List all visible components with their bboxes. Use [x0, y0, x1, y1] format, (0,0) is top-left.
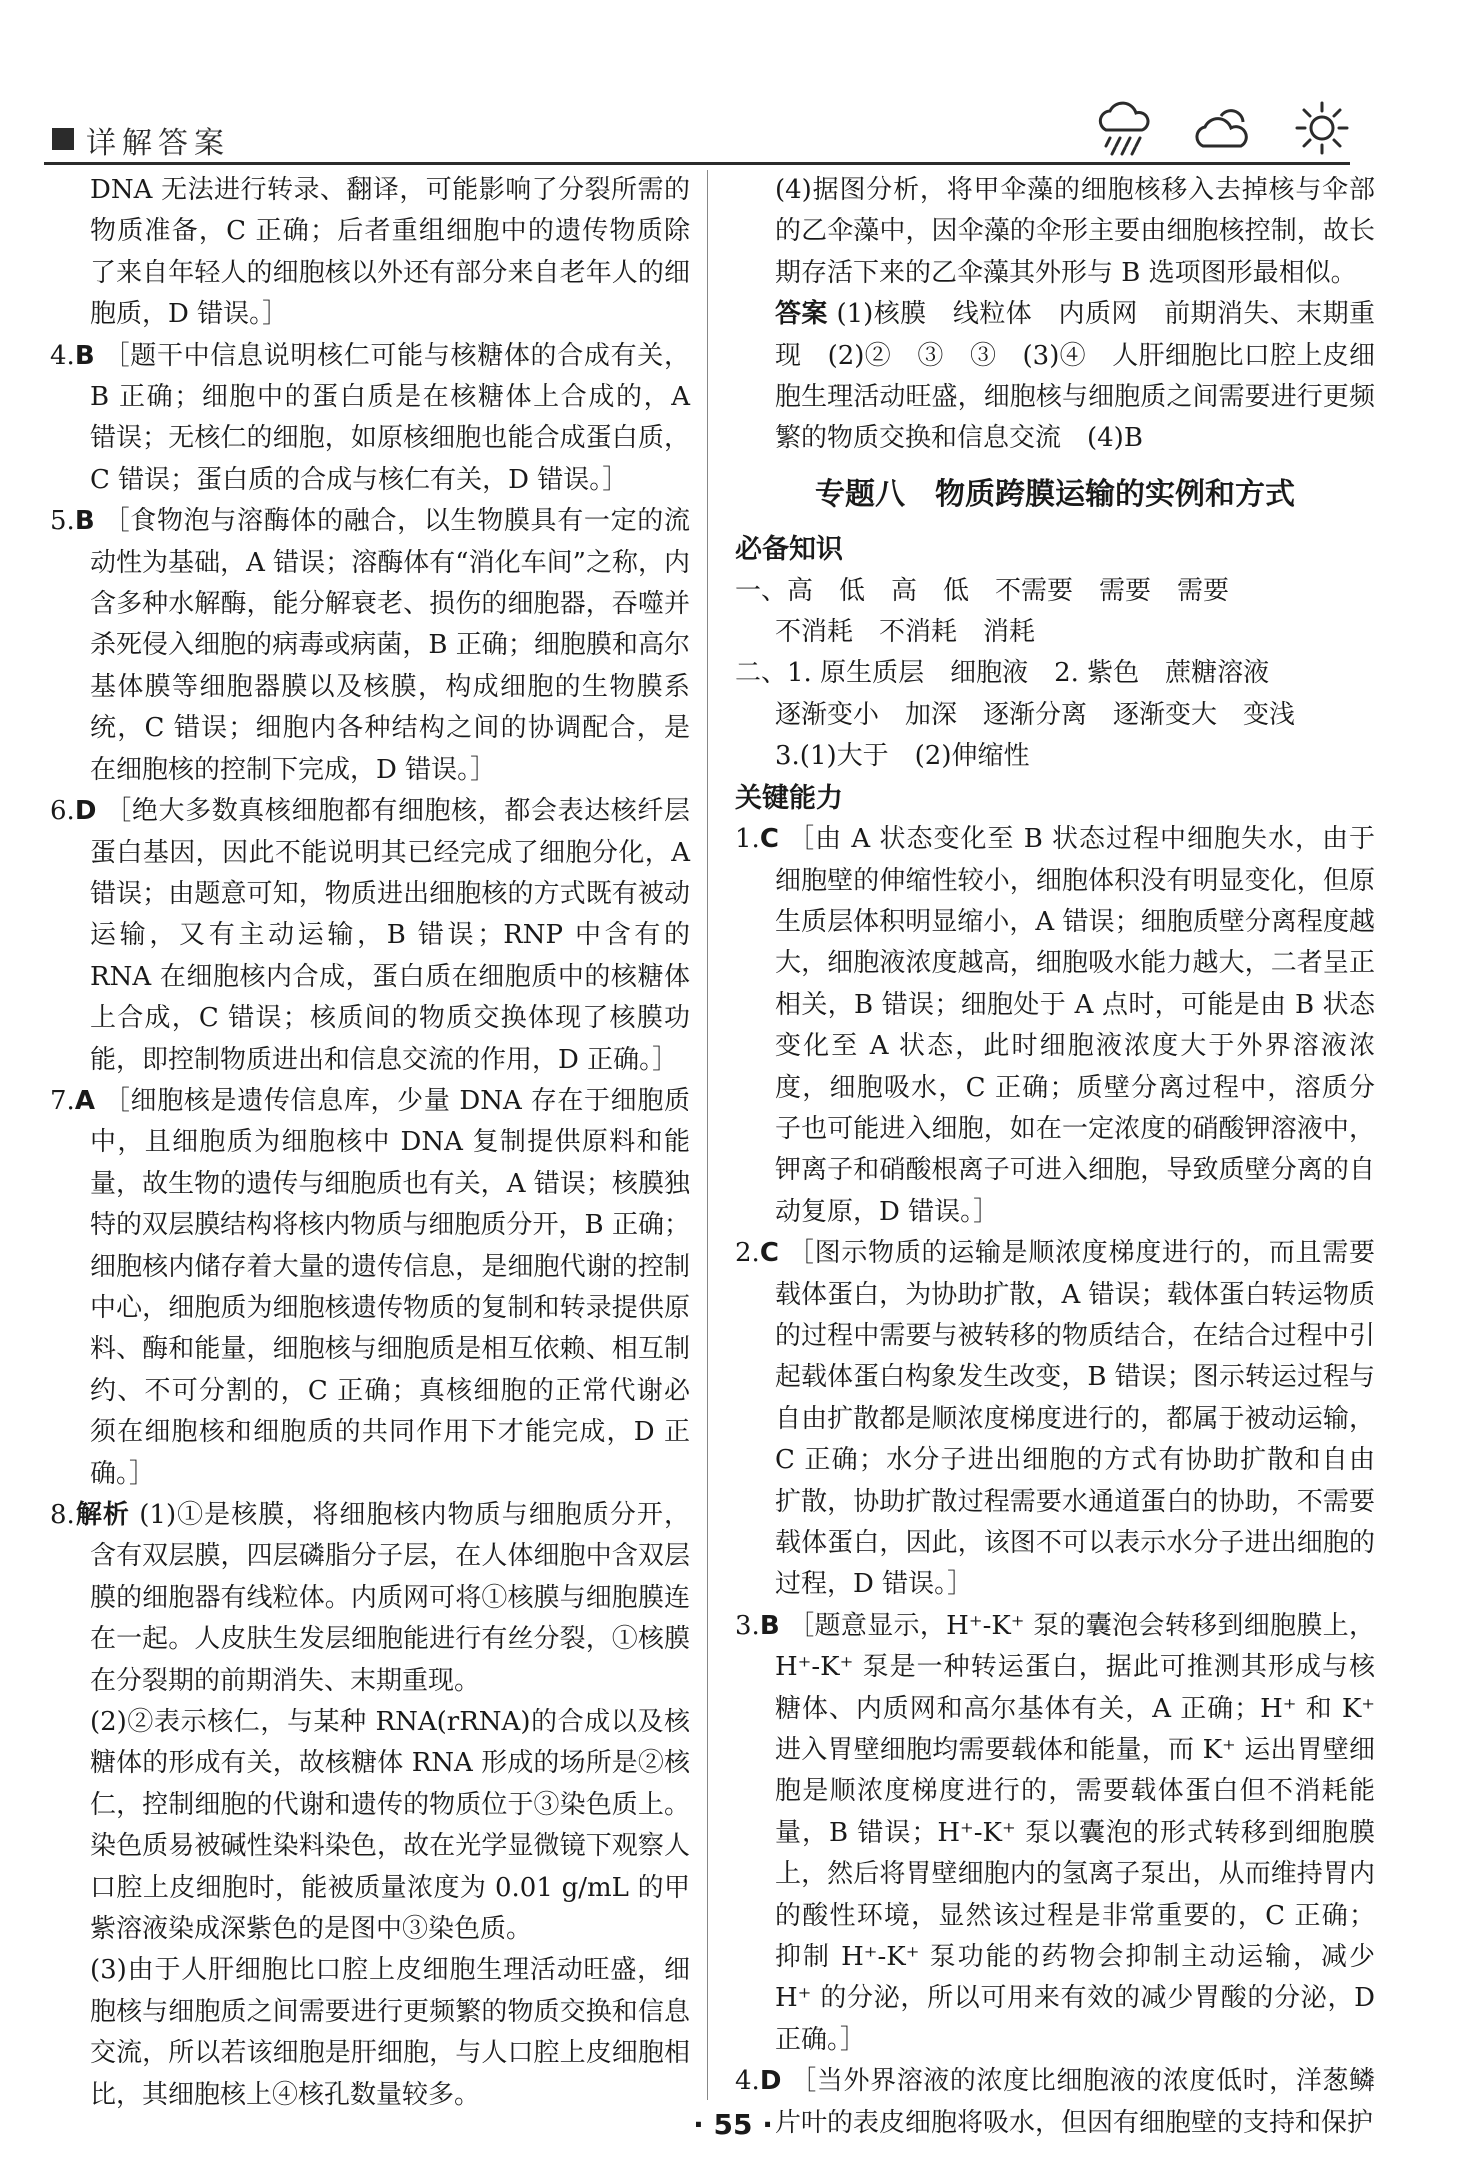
item-answer: C	[759, 824, 779, 855]
item-explanation: ［图示物质的运输是顺浓度梯度进行的，而且需要载体蛋白，为协助扩散，A 错误；载体蛋白转运物质的过程中需要与被转移的物质结合，在结合过程中引起载体蛋白构象发生改变，B 错误；图示转运过程与自由扩散都是顺浓度梯度进行的，都属于被动运输，C 正确；水分子进出细胞的方式有协助扩散和自由扩散，协助扩散过程需要水通道蛋白的协助，不需要载体蛋白，因此，该图不可以表示水分子进出细胞的过程，D 错误。］	[775, 1238, 1375, 1600]
item-number: 5.	[50, 506, 75, 537]
header-rule	[44, 162, 1350, 165]
answer-item-7	[50, 1081, 690, 1495]
answer-item-6	[50, 791, 690, 1081]
key-ability-item-3	[735, 1606, 1375, 2061]
item-explanation: ［由 A 状态变化至 B 状态过程中细胞失水，由于细胞壁的伸缩性较小，细胞体积没有明显变化，但原生质层体积明显缩小，A 错误；细胞质壁分离程度越大，细胞液浓度越高，细胞吸水能力越大，二者呈正相关，B 错误；细胞处于 A 点时，可能是由 B 状态变化至 A 状态，此时细胞液浓度大于外界溶液浓度，细胞吸水，C 正确；质壁分离过程中，溶质分子也可能进入细胞，如在一定浓度的硝酸钾溶液中，钾离子和硝酸根离子可进入细胞，导致质壁分离的自动复原，D 错误。］	[775, 824, 1375, 1227]
must-know-line: 一、高 低 高 低 不需要 需要 需要	[735, 575, 1230, 606]
answer-item-8	[50, 1495, 690, 1702]
item-answer-label: 解析	[74, 1500, 130, 1530]
key-ability-item-2	[735, 1233, 1375, 1606]
item-explanation: ［当外界溶液的浓度比细胞液的浓度低时，洋葱鳞片叶的表皮细胞将吸水，但因有细胞壁的支持和保护	[775, 2066, 1375, 2138]
item-answer: B	[74, 340, 95, 371]
must-know-heading: 必备知识	[735, 534, 843, 566]
weather-icons	[1062, 100, 1350, 160]
item-answer: C	[759, 1238, 779, 1269]
page-header	[44, 100, 1350, 170]
rain-cloud-icon	[1092, 100, 1156, 156]
item-number: 8.	[50, 1500, 75, 1530]
item-answer: D	[759, 2066, 782, 2097]
item-number: 6.	[50, 796, 75, 827]
section-title: 专题八 物质跨膜运输的实例和方式	[815, 476, 1295, 512]
continuation-text: DNA 无法进行转录、翻译，可能影响了分裂所需的物质准备，C 正确；后者重组细胞中的遗传物质除了来自年轻人的细胞核以外还有部分来自老年人的细胞质，D 错误。］	[90, 175, 690, 330]
page-number: · 55 ·	[693, 2108, 773, 2141]
item-explanation: (1)①是核膜，将细胞核内物质与细胞质分开，含有双层膜，四层磷脂分子层，在人体细胞中含双层膜的细胞器有线粒体。内质网可将①核膜与细胞膜连在一起。人皮肤生发层细胞能进行有丝分裂，①核膜在分裂期的前期消失、末期重现。	[90, 1500, 690, 1696]
key-ability-heading: 关键能力	[735, 782, 843, 814]
must-know-line: 逐渐变小 加深 逐渐分离 逐渐变大 变浅	[775, 699, 1296, 730]
item-explanation: ［细胞核是遗传信息库，少量 DNA 存在于细胞质中，且细胞质为细胞核中 DNA 复制提供原料和能量，故生物的遗传与细胞质也有关，A 错误；核膜独特的双层膜结构将核内物质与细胞质分开，B 正确；细胞核内储存着大量的遗传信息，是细胞代谢的控制中心，细胞质为细胞核遗传物质的复制和转录提供原料、酶和能量，细胞核与细胞质是相互依赖、相互制约、不可分割的，C 正确；真核细胞的正常代谢必须在细胞核和细胞质的共同作用下才能完成，D 正确。］	[90, 1085, 691, 1489]
answer-item-4	[50, 336, 690, 502]
must-know-line: 二、1. 原生质层 细胞液 2. 紫色 蔗糖溶液	[735, 658, 1270, 689]
item-number: 2.	[735, 1238, 760, 1269]
answer-text: (1)核膜 线粒体 内质网 前期消失、末期重现 (2)② ③ ③ (3)④ 人肝细胞比口腔上皮细胞生理活动旺盛，细胞核与细胞质之间需要进行更频繁的物质交换和信息交流 (4)B	[775, 299, 1375, 454]
item-number: 4.	[50, 340, 75, 371]
item-explanation: ［题干中信息说明核仁可能与核糖体的合成有关，B 正确；细胞中的蛋白质是在核糖体上合成的，A 错误；无核仁的细胞，如原核细胞也能合成蛋白质，C 错误；蛋白质的合成与核仁有关，D 错误。］	[90, 340, 690, 495]
item-number: 7.	[50, 1085, 75, 1116]
right-column	[735, 170, 1375, 2144]
sun-icon	[1294, 100, 1350, 156]
item-answer: A	[74, 1085, 95, 1116]
item-8-part-3: (3)由于人肝细胞比口腔上皮细胞生理活动旺盛，细胞核与细胞质之间需要进行更频繁的物质交换和信息交流，所以若该细胞是肝细胞，与人口腔上皮细胞相比，其细胞核上④核孔数量较多。	[90, 1955, 690, 2110]
left-column	[50, 170, 690, 2116]
item-explanation: ［题意显示，H⁺-K⁺ 泵的囊泡会转移到细胞膜上，H⁺-K⁺ 泵是一种转运蛋白，据此可推测其形成与核糖体、内质网和高尔基体有关，A 正确；H⁺ 和 K⁺ 进入胃壁细胞均需要载体和能量，而 K⁺ 运出胃壁细胞是顺浓度梯度进行的，需要载体蛋白但不消耗能量，B 错误；H⁺-K⁺ 泵以囊泡的形式转移到细胞膜上，然后将胃壁细胞内的氢离子泵出，从而维持胃内的酸性环境，显然该过程是非常重要的，C 正确；抑制 H⁺-K⁺ 泵功能的药物会抑制主动运输，减少 H⁺ 的分泌，所以可用来有效的减少胃酸的分泌，D 正确。］	[775, 1610, 1375, 2055]
item-8-final-answer	[735, 294, 1375, 460]
item-8-part-4: (4)据图分析，将甲伞藻的细胞核移入去掉核与伞部的乙伞藻中，因伞藻的伞形主要由细胞核控制，故长期存活下来的乙伞藻其外形与 B 选项图形最相似。	[775, 175, 1375, 288]
item-number: 1.	[735, 824, 760, 855]
item-explanation: ［食物泡与溶酶体的融合，以生物膜具有一定的流动性为基础，A 错误；溶酶体有“消化车间”之称，内含多种水解酶，能分解衰老、损伤的细胞器，吞噬并杀死侵入细胞的病毒或病菌，B 正确；细胞膜和高尔基体膜等细胞器膜以及核膜，构成细胞的生物膜系统，C 错误；细胞内各种结构之间的协调配合，是在细胞核的控制下完成，D 错误。］	[90, 506, 690, 785]
answer-item-5	[50, 501, 690, 791]
header-title: 详解答案	[86, 126, 230, 161]
item-explanation: ［绝大多数真核细胞都有细胞核，都会表达核纤层蛋白基因，因此不能说明其已经完成了细胞分化，A 错误；由题意可知，物质进出细胞核的方式既有被动运输，又有主动运输，B 错误；RNP 中含有的 RNA 在细胞核内合成，蛋白质在细胞质中的核糖体上合成，C 错误；核质间的物质交换体现了核膜功能，即控制物质进出和信息交流的作用，D 正确。］	[90, 796, 690, 1075]
partly-cloudy-icon	[1191, 100, 1259, 156]
column-divider	[707, 170, 708, 2100]
must-know-line: 3.(1)大于 (2)伸缩性	[775, 741, 1030, 772]
key-ability-item-1	[735, 819, 1375, 1233]
item-answer: B	[759, 1610, 780, 1641]
item-answer: B	[74, 506, 95, 537]
item-8-part-2: (2)②表示核仁，与某种 RNA(rRNA)的合成以及核糖体的形成有关，故核糖体 RNA 形成的场所是②核仁，控制细胞的代谢和遗传的物质位于③染色质上。染色质易被碱性染料染色，故在光学显微镜下观察人口腔上皮细胞时，能被质量浓度为 0.01 g/mL 的甲紫溶液染成深紫色的是图中③染色质。	[90, 1707, 690, 1945]
item-number: 4.	[735, 2066, 760, 2097]
item-answer: D	[74, 796, 97, 827]
item-number: 3.	[735, 1610, 760, 1641]
must-know-line: 不消耗 不消耗 消耗	[775, 617, 1036, 648]
answer-label: 答案	[775, 299, 828, 330]
header-square-icon	[52, 128, 74, 150]
